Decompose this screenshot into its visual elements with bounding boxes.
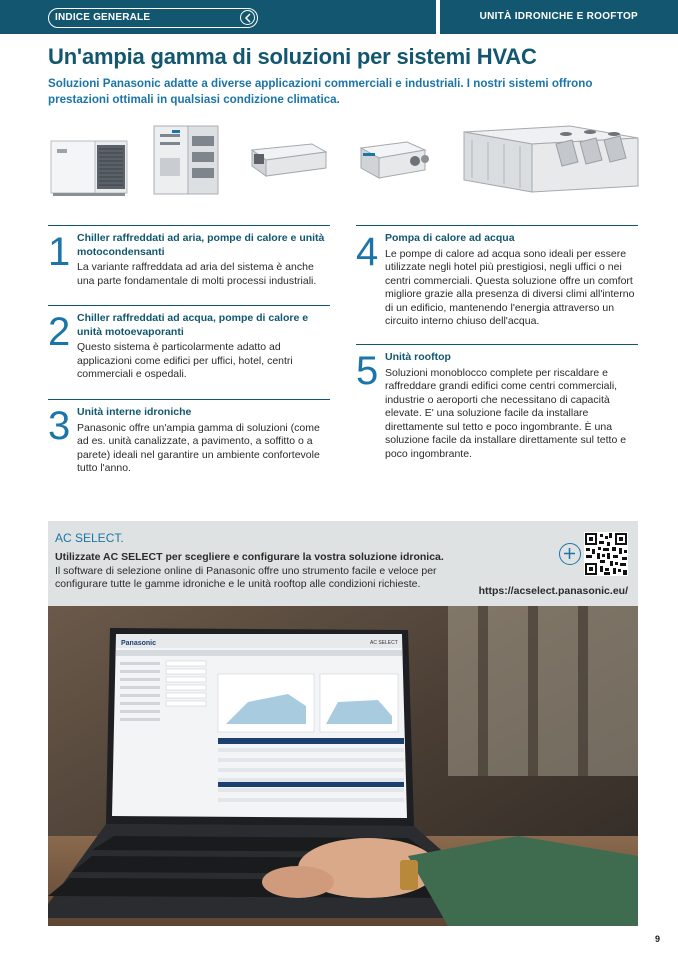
item-number: 2: [48, 310, 71, 354]
qr-code[interactable]: [584, 532, 628, 576]
item-number: 4: [356, 230, 379, 274]
ducted-indoor-unit-image: [248, 140, 330, 180]
chevron-left-icon: [240, 10, 255, 25]
index-button[interactable]: [48, 8, 258, 28]
item-1: [48, 225, 330, 288]
item-body: Questo sistema è particolarmente adatto ad applicazioni come edifici per uffici, hotel, centri commerciali e ospedali.: [77, 341, 293, 380]
ac-select-box: [48, 521, 638, 606]
item-4: [356, 225, 638, 329]
water-heat-pump-image: [355, 136, 431, 186]
air-cooled-chiller-image: [49, 135, 129, 197]
item-body: Panasonic offre un'ampia gamma di soluzioni (come ad es. unità canalizzate, a pavimento, a soffitto o a parete) ideali nel garantire un ambiente confortevole tutto l'anno.: [77, 421, 320, 474]
item-3: [48, 399, 330, 476]
item-heading: Pompa di calore ad acqua: [385, 232, 515, 244]
item-number: 3: [48, 404, 71, 448]
item-heading: Unità interne idroniche: [77, 406, 192, 418]
item-heading: Chiller raffreddati ad acqua, pompe di calore e unità motoevaporanti: [77, 312, 309, 338]
page-title: Un'ampia gamma di soluzioni per sistemi HVAC: [48, 44, 537, 69]
item-number: 5: [356, 349, 379, 393]
item-number: 1: [48, 230, 71, 274]
laptop-app-text: AC SELECT: [370, 640, 398, 646]
header-divider: [436, 0, 440, 34]
item-body: Le pompe di calore ad acqua sono ideali per essere utilizzate negli hotel più prestigiosi, negli uffici o nei centri commerciali. Questa soluzione offre un comfort migliore grazie alla presenza di diversi climi all'interno di un edificio, mantenendo l'energia attraverso un circuito interno chiuso dell'acqua.: [385, 247, 635, 327]
ac-select-subtitle: Utilizzate AC SELECT per scegliere e configurare la vostra soluzione idronica.: [55, 551, 444, 563]
plus-icon[interactable]: [559, 543, 581, 565]
item-5: [356, 344, 638, 461]
ac-select-body: Il software di selezione online di Panasonic offre uno strumento facile e veloce per configurare tutte le gamme idroniche e le unità rooftop alle condizioni richieste.: [55, 565, 437, 590]
item-heading: Chiller raffreddati ad aria, pompe di calore e unità motocondensanti: [77, 232, 325, 258]
ac-select-url[interactable]: https://acselect.panasonic.eu/: [478, 585, 628, 597]
item-2: [48, 305, 330, 382]
water-cooled-chiller-image: [150, 122, 222, 198]
laptop-brand-text: Panasonic: [121, 640, 157, 647]
item-heading: Unità rooftop: [385, 351, 451, 363]
rooftop-unit-image: [460, 122, 640, 202]
intro-text: Soluzioni Panasonic adatte a diverse applicazioni commerciali e industriali. I nostri sistemi offrono prestazioni ottimali in qualsiasi condizione climatica.: [48, 77, 593, 106]
item-body: Soluzioni monoblocco complete per riscaldare e raffreddare grandi edifici come centri commerciali, industrie o aeroporti che necessitano di capacità elevate. E' una soluzione facile da installare direttamente sul tetto e poco ingombrante. È una soluzione facile da installare direttamente sul tetto e poco ingombrante.: [385, 366, 627, 460]
ac-select-title: AC SELECT.: [55, 531, 124, 545]
laptop-photo: [48, 606, 638, 926]
item-body: La variante raffreddata ad aria del sistema è anche una parte fondamentale di molti processi industriali.: [77, 261, 317, 287]
header-bar: [0, 0, 678, 34]
section-title: UNITÀ IDRONICHE E ROOFTOP: [479, 11, 638, 22]
index-label: INDICE GENERALE: [55, 12, 151, 23]
page-number: 9: [654, 934, 660, 944]
